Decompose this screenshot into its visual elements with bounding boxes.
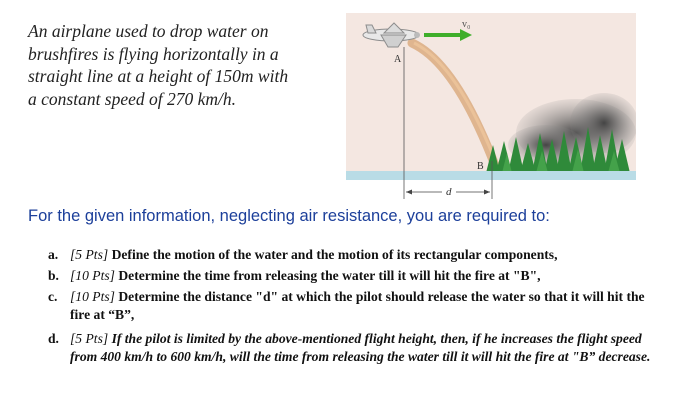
question-points: [10 Pts]	[70, 289, 115, 304]
intro-line: An airplane used to drop water on	[28, 21, 269, 41]
instructions: For the given information, neglecting air resistance, you are required to:	[28, 207, 550, 225]
point-b-label: B	[477, 161, 484, 172]
question-points: [5 Pts]	[70, 247, 109, 262]
question-text: If the pilot is limited by the above-mentioned flight height, then, if he increases the flight speed from 400 km/h to 600 km/h, will the time from releasing the water till it will hit the fire at "B” decrease.	[70, 331, 651, 364]
intro-line: straight line at a height of 150m with	[28, 66, 289, 86]
question-text: Determine the distance "d" at which the pilot should release the water so that it will hit the fire at “B”,	[70, 289, 645, 322]
question-b	[48, 267, 668, 285]
question-points: [10 Pts]	[70, 268, 115, 283]
question-label: b.	[48, 268, 59, 283]
point-a-label: A	[394, 54, 402, 65]
question-label: d.	[48, 331, 59, 346]
question-label: c.	[48, 289, 58, 304]
intro-line: a constant speed of 270 km/h.	[28, 88, 237, 109]
question-d	[48, 330, 668, 366]
question-c	[48, 288, 668, 324]
problem-statement	[28, 20, 328, 110]
airplane-water-drop-figure	[346, 13, 636, 199]
question-points: [5 Pts]	[70, 331, 109, 346]
velocity-label: v₀	[462, 19, 471, 30]
question-text: Define the motion of the water and the motion of its rectangular components,	[111, 247, 558, 262]
ground	[346, 171, 636, 180]
question-text: Determine the time from releasing the water till it will hit the fire at "B",	[118, 268, 541, 283]
distance-label: d	[446, 186, 452, 198]
question-a	[48, 246, 668, 264]
question-label: a.	[48, 247, 59, 262]
intro-line: brushfires is flying horizontally in a	[28, 43, 279, 64]
